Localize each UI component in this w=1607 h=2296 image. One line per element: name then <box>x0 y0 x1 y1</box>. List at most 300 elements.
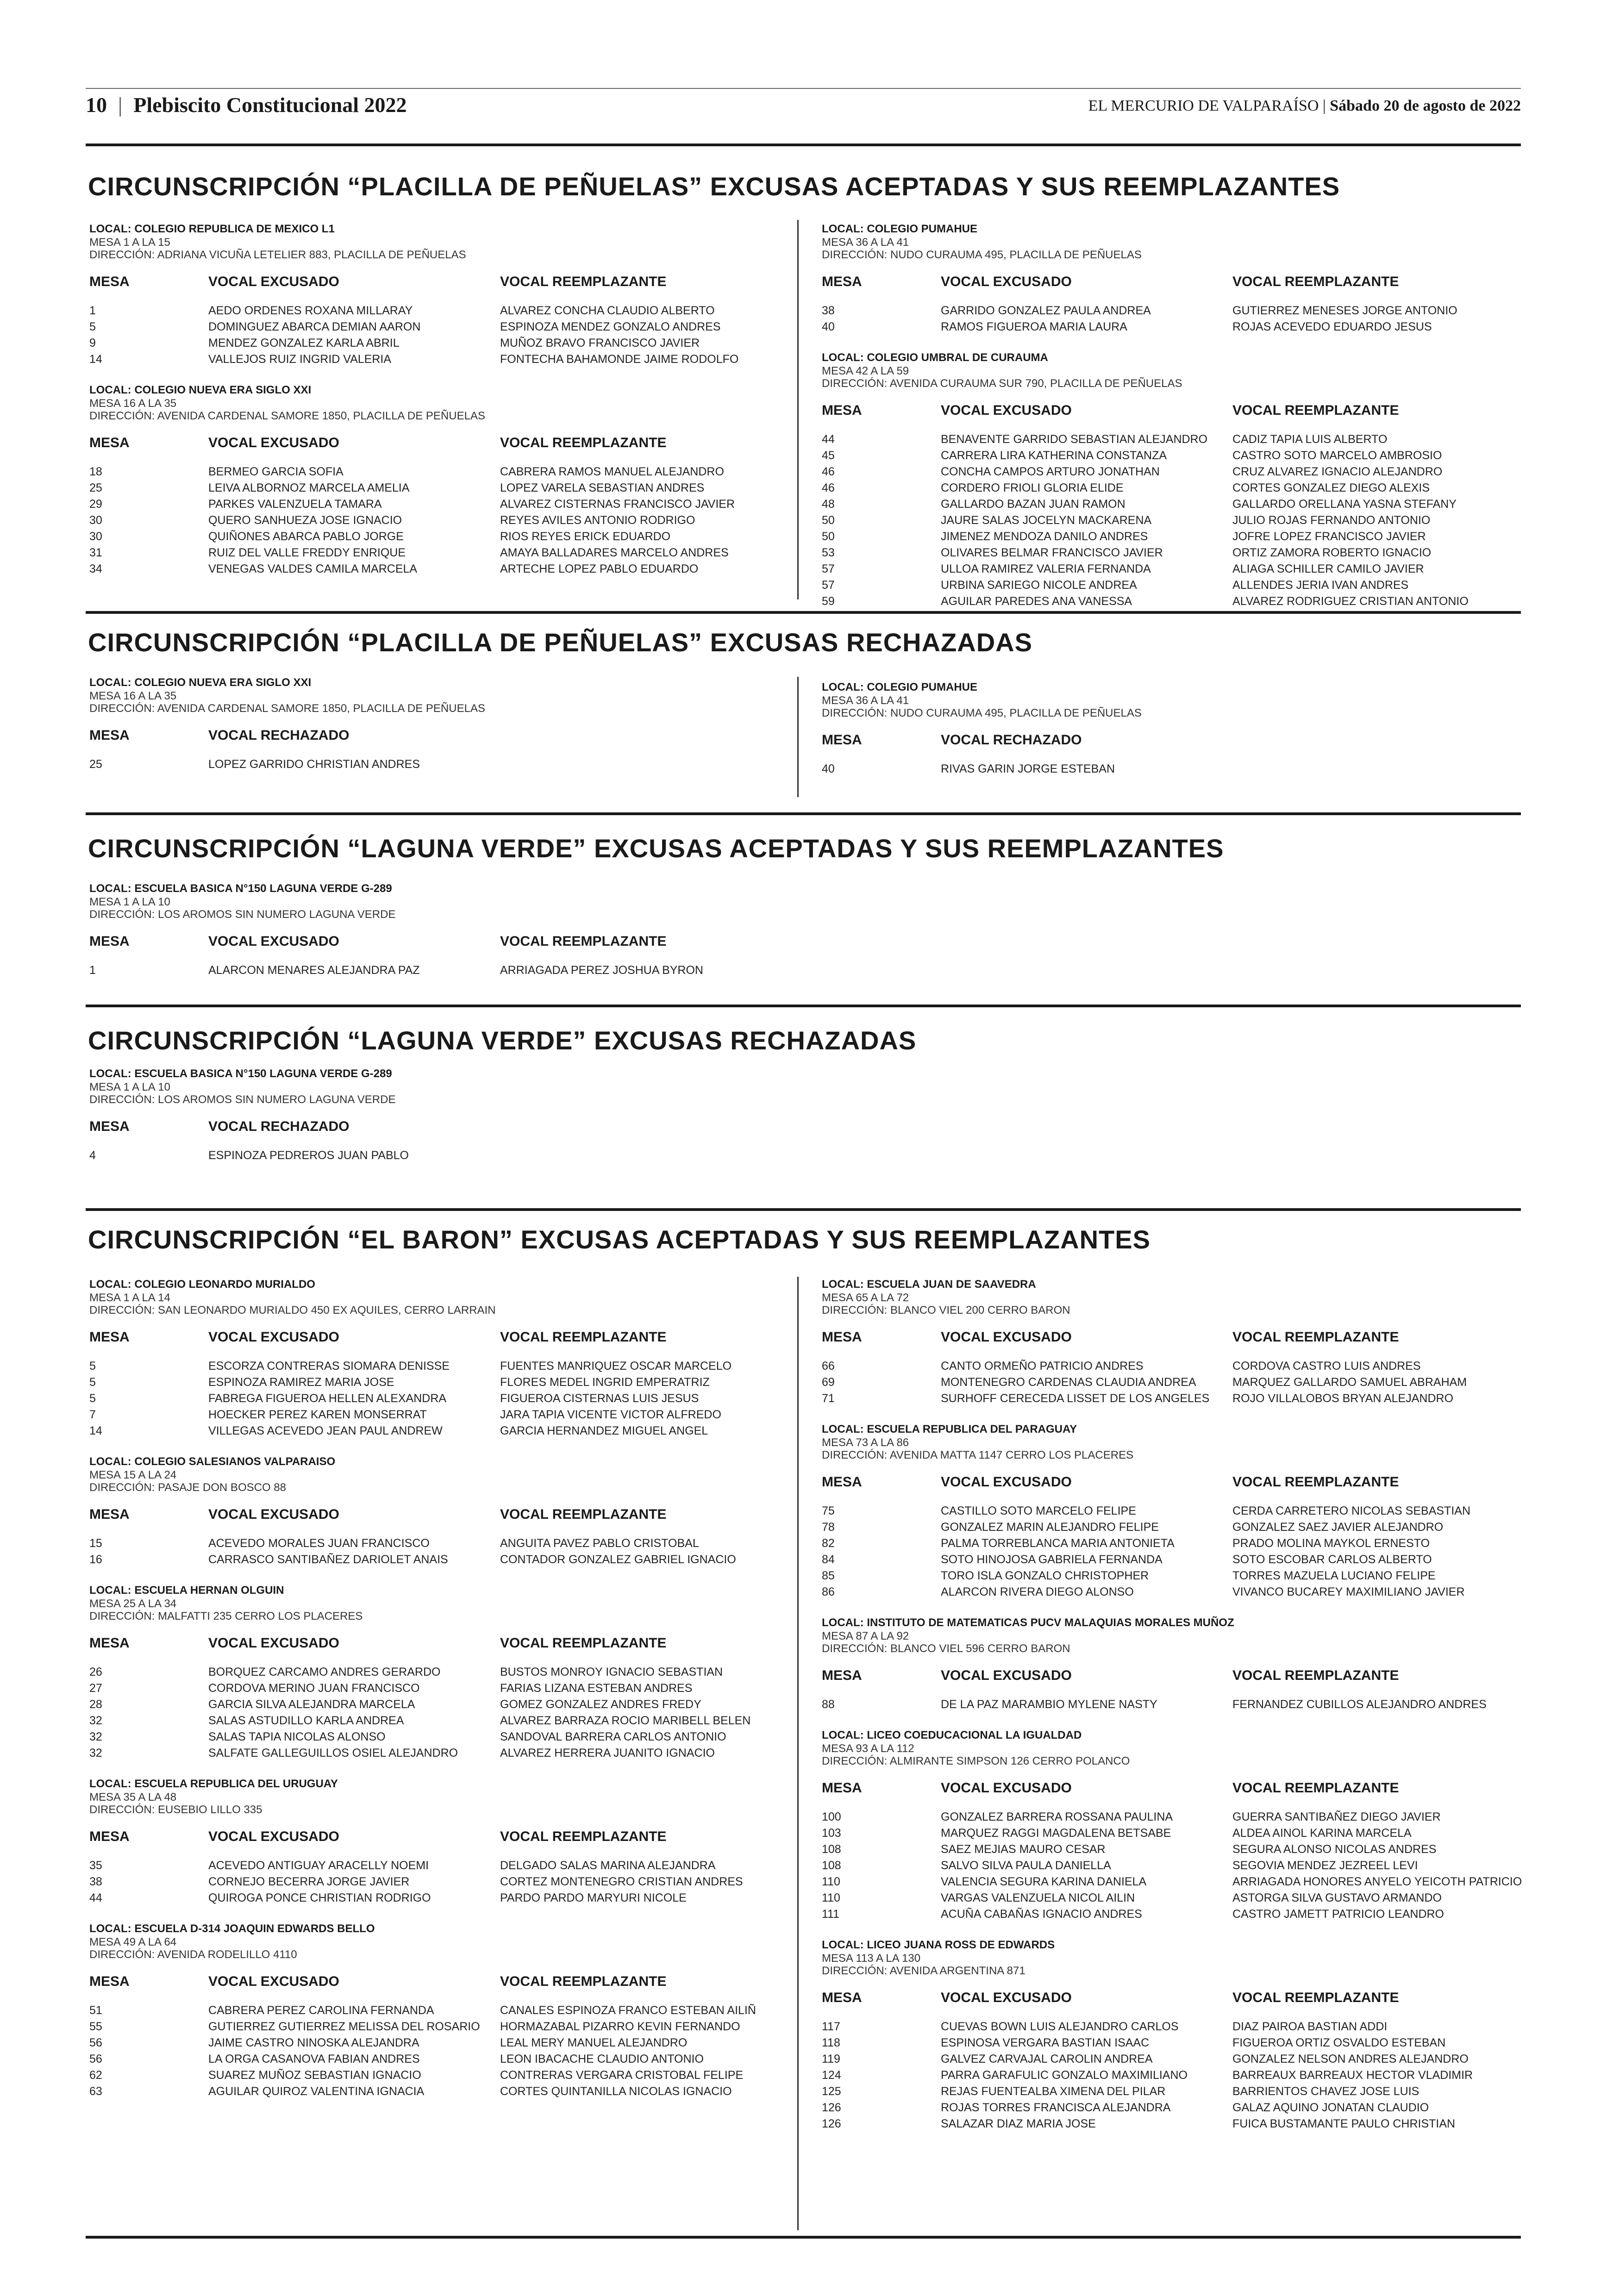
excused-member: OLIVARES BELMAR FRANCISCO JAVIER <box>941 546 1163 559</box>
polling-location-block <box>89 383 784 577</box>
section-3-left-column <box>89 1067 1478 1179</box>
replacement-member: SEGOVIA MENDEZ JEZREEL LEVI <box>1232 1859 1418 1872</box>
table-header <box>89 722 784 753</box>
table-rows <box>822 303 1516 335</box>
table-row <box>89 1745 784 1761</box>
replacement-member: CORTES GONZALEZ DIEGO ALEXIS <box>1232 481 1430 494</box>
location-name: LOCAL: COLEGIO PUMAHUE <box>822 223 977 235</box>
location-address: DIRECCIÓN: NUDO CURAUMA 495, PLACILLA DE PEÑUELAS <box>822 707 1142 719</box>
mesa-header: MESA <box>89 1635 130 1651</box>
mesa-number: 75 <box>822 1504 835 1517</box>
location-address: DIRECCIÓN: ALMIRANTE SIMPSON 126 CERRO POLANCO <box>822 1755 1130 1767</box>
top-rule <box>86 88 1521 89</box>
vocal-reemplazante-header: VOCAL REEMPLAZANTE <box>1232 274 1399 289</box>
excused-member: PALMA TORREBLANCA MARIA ANTONIETA <box>941 1537 1175 1550</box>
table-row <box>822 1825 1516 1841</box>
excused-member: MENDEZ GONZALEZ KARLA ABRIL <box>208 337 400 349</box>
mesa-range: MESA 87 A LA 92 <box>822 1630 909 1642</box>
mesa-number: 28 <box>89 1698 102 1711</box>
vocal-reemplazante-header: VOCAL REEMPLAZANTE <box>1232 403 1399 418</box>
location-name: LOCAL: LICEO COEDUCACIONAL LA IGUALDAD <box>822 1729 1082 1741</box>
mesa-number: 117 <box>822 2020 840 2033</box>
location-address: DIRECCIÓN: AVENIDA CARDENAL SAMORE 1850, PLACILLA DE PEÑUELAS <box>89 410 485 422</box>
table-header <box>822 268 1516 299</box>
table-row <box>89 1874 784 1890</box>
excused-member: LA ORGA CASANOVA FABIAN ANDRES <box>208 2053 420 2065</box>
replacement-member: CASTRO JAMETT PATRICIO LEANDRO <box>1232 1908 1444 1921</box>
mesa-number: 108 <box>822 1859 841 1872</box>
header-separator: | <box>118 93 123 117</box>
polling-location-block <box>89 1584 784 1761</box>
location-name: LOCAL: COLEGIO PUMAHUE <box>822 681 977 693</box>
table-row <box>822 1697 1516 1713</box>
table-rows <box>89 303 784 368</box>
excused-member: CONCHA CAMPOS ARTURO JONATHAN <box>941 465 1160 478</box>
excused-member: ESPINOSA VERGARA BASTIAN ISAAC <box>941 2036 1150 2049</box>
table-row <box>89 1391 784 1407</box>
mesa-number: 32 <box>89 1730 102 1743</box>
excused-member: ACEVEDO MORALES JUAN FRANCISCO <box>208 1537 430 1550</box>
mesa-number: 35 <box>89 1859 102 1872</box>
mesa-range: MESA 36 A LA 41 <box>822 694 909 707</box>
table-row <box>89 1535 784 1552</box>
polling-location-block <box>822 1278 1516 1407</box>
mesa-number: 14 <box>89 1424 102 1437</box>
table-rows <box>822 1809 1522 1922</box>
vocal-excusado-header: VOCAL EXCUSADO <box>208 1974 339 1989</box>
table-row <box>822 512 1516 529</box>
location-address: DIRECCIÓN: PASAJE DON BOSCO 88 <box>89 1481 286 1494</box>
replacement-member: CANALES ESPINOZA FRANCO ESTEBAN AILIÑ <box>500 2004 756 2017</box>
table-row <box>822 2019 1516 2035</box>
mesa-number: 111 <box>822 1908 840 1921</box>
mesa-number: 16 <box>89 1553 102 1566</box>
excused-member: CARRERA LIRA KATHERINA CONSTANZA <box>941 449 1167 462</box>
section-title: CIRCUNSCRIPCIÓN “EL BARON” EXCUSAS ACEPTADAS Y SUS REEMPLAZANTES <box>88 1225 1151 1254</box>
replacement-member: DIAZ PAIROA BASTIAN ADDI <box>1232 2020 1388 2033</box>
table-row <box>89 756 784 773</box>
replacement-member: GUTIERREZ MENESES JORGE ANTONIO <box>1232 304 1457 317</box>
table-row <box>822 1519 1516 1535</box>
polling-location-block <box>89 882 1478 979</box>
mesa-header: MESA <box>89 728 130 743</box>
replacement-member: ALVAREZ CONCHA CLAUDIO ALBERTO <box>500 304 715 317</box>
location-address: DIRECCIÓN: AVENIDA CURAUMA SUR 790, PLACILLA DE PEÑUELAS <box>822 377 1182 390</box>
section-name: Plebiscito Constitucional 2022 <box>133 93 407 117</box>
mesa-range: MESA 93 A LA 112 <box>822 1742 914 1755</box>
mesa-range: MESA 35 A LA 48 <box>89 1791 177 1803</box>
replacement-member: GOMEZ GONZALEZ ANDRES FREDY <box>500 1698 701 1711</box>
table-row <box>89 303 784 319</box>
vocal-excusado-header: VOCAL EXCUSADO <box>941 1780 1072 1796</box>
mesa-number: 40 <box>822 320 835 333</box>
mesa-number: 1 <box>89 304 96 317</box>
excused-member: CORNEJO BECERRA JORGE JAVIER <box>208 1875 410 1888</box>
vocal-reemplazante-header: VOCAL REEMPLAZANTE <box>500 274 667 289</box>
replacement-member: LEON IBACACHE CLAUDIO ANTONIO <box>500 2053 704 2065</box>
replacement-member: GARCIA HERNANDEZ MIGUEL ANGEL <box>500 1424 708 1437</box>
mesa-range: MESA 1 A LA 15 <box>89 236 170 249</box>
excused-member: GUTIERREZ GUTIERREZ MELISSA DEL ROSARIO <box>208 2020 480 2033</box>
excused-member: QUIROGA PONCE CHRISTIAN RODRIGO <box>208 1891 431 1904</box>
vocal-reemplazante-header: VOCAL REEMPLAZANTE <box>1232 1329 1399 1345</box>
excused-member: QUERO SANHUEZA JOSE IGNACIO <box>208 514 402 527</box>
running-header <box>86 93 1521 130</box>
replacement-member: CABRERA RAMOS MANUEL ALEJANDRO <box>500 465 724 478</box>
section-title: CIRCUNSCRIPCIÓN “PLACILLA DE PEÑUELAS” EXCUSAS RECHAZADAS <box>88 628 1032 657</box>
polling-location-block <box>89 1922 784 2100</box>
replacement-member: ARTECHE LOPEZ PABLO EDUARDO <box>500 562 699 575</box>
polling-location-block <box>822 1938 1516 2132</box>
excused-member: JAIME CASTRO NINOSKA ALEJANDRA <box>208 2036 419 2049</box>
mesa-number: 110 <box>822 1875 840 1888</box>
location-name: LOCAL: ESCUELA BASICA N°150 LAGUNA VERDE G-289 <box>89 882 392 895</box>
vocal-excusado-header: VOCAL EXCUSADO <box>208 1635 339 1651</box>
location-address: DIRECCIÓN: SAN LEONARDO MURIALDO 450 EX AQUILES, CERRO LARRAIN <box>89 1304 496 1316</box>
section-rule <box>86 1004 1521 1007</box>
location-address: DIRECCIÓN: LOS AROMOS SIN NUMERO LAGUNA VERDE <box>89 908 396 921</box>
polling-location-block <box>822 1616 1516 1713</box>
table-row <box>89 1358 784 1374</box>
table-header <box>822 397 1516 428</box>
table-row <box>822 2116 1516 2132</box>
table-row <box>822 577 1516 593</box>
replacement-member: BUSTOS MONROY IGNACIO SEBASTIAN <box>500 1666 723 1678</box>
mesa-number: 1 <box>89 964 96 977</box>
excused-member: PARRA GARAFULIC GONZALO MAXIMILIANO <box>941 2069 1188 2082</box>
table-row <box>89 335 784 351</box>
table-row <box>822 1358 1516 1374</box>
mesa-number: 84 <box>822 1553 835 1566</box>
mesa-number: 53 <box>822 546 835 559</box>
mesa-number: 57 <box>822 579 835 592</box>
mesa-number: 55 <box>89 2020 102 2033</box>
mesa-number: 71 <box>822 1392 835 1405</box>
table-row <box>822 1503 1516 1519</box>
excused-member: CASTILLO SOTO MARCELO FELIPE <box>941 1504 1136 1517</box>
mesa-number: 29 <box>89 498 102 511</box>
replacement-member: ARRIAGADA HONORES ANYELO YEICOTH PATRICIO <box>1232 1875 1522 1888</box>
table-row <box>822 2051 1516 2067</box>
mesa-header: MESA <box>89 934 130 949</box>
excused-member: BORQUEZ CARCAMO ANDRES GERARDO <box>208 1666 441 1678</box>
location-address: DIRECCIÓN: MALFATTI 235 CERRO LOS PLACERES <box>89 1610 363 1622</box>
table-row <box>89 1664 784 1680</box>
mesa-range: MESA 65 A LA 72 <box>822 1292 909 1304</box>
table-header <box>822 1984 1516 2015</box>
section-rule <box>86 611 1521 614</box>
table-row <box>822 1552 1516 1568</box>
table-header <box>89 928 1478 959</box>
table-row <box>822 2035 1516 2051</box>
mesa-number: 69 <box>822 1376 835 1389</box>
location-address: DIRECCIÓN: LOS AROMOS SIN NUMERO LAGUNA VERDE <box>89 1093 396 1106</box>
polling-location-block <box>89 1278 784 1439</box>
table-rows <box>89 1535 784 1568</box>
excused-member: CANTO ORMEÑO PATRICIO ANDRES <box>941 1360 1144 1373</box>
mesa-range: MESA 25 A LA 34 <box>89 1597 177 1610</box>
location-name: LOCAL: ESCUELA REPUBLICA DEL PARAGUAY <box>822 1423 1077 1435</box>
mesa-range: MESA 49 A LA 64 <box>89 1936 177 1948</box>
replacement-member: GONZALEZ NELSON ANDRES ALEJANDRO <box>1232 2053 1469 2065</box>
table-rows <box>822 1358 1516 1407</box>
replacement-member: GALLARDO ORELLANA YASNA STEFANY <box>1232 498 1457 511</box>
section-title: CIRCUNSCRIPCIÓN “LAGUNA VERDE” EXCUSAS RECHAZADAS <box>88 1026 917 1055</box>
mesa-number: 26 <box>89 1666 102 1678</box>
mesa-number: 100 <box>822 1810 841 1823</box>
vocal-reemplazante-header: VOCAL REEMPLAZANTE <box>500 1829 667 1844</box>
table-rows <box>89 756 784 773</box>
table-row <box>89 2003 784 2019</box>
table-row <box>822 1841 1516 1858</box>
table-row <box>89 1148 1478 1164</box>
mesa-number: 38 <box>89 1875 102 1888</box>
table-row <box>822 1890 1516 1906</box>
excused-member: SALFATE GALLEGUILLOS OSIEL ALEJANDRO <box>208 1747 458 1759</box>
excused-member: GONZALEZ MARIN ALEJANDRO FELIPE <box>941 1521 1159 1534</box>
location-name: LOCAL: COLEGIO SALESIANOS VALPARAISO <box>89 1455 336 1468</box>
column-divider <box>797 677 799 797</box>
location-name: LOCAL: ESCUELA HERNAN OLGUIN <box>89 1584 284 1597</box>
rejected-member: LOPEZ GARRIDO CHRISTIAN ANDRES <box>208 758 420 771</box>
vocal-excusado-header: VOCAL EXCUSADO <box>208 1829 339 1844</box>
table-row <box>89 351 784 368</box>
excused-member: LEIVA ALBORNOZ MARCELA AMELIA <box>208 481 410 494</box>
replacement-member: DELGADO SALAS MARINA ALEJANDRA <box>500 1859 716 1872</box>
excused-member: BENAVENTE GARRIDO SEBASTIAN ALEJANDRO <box>941 433 1208 446</box>
replacement-member: ARRIAGADA PEREZ JOSHUA BYRON <box>500 964 703 977</box>
rejected-member: ESPINOZA PEDREROS JUAN PABLO <box>208 1149 409 1162</box>
mesa-number: 25 <box>89 481 102 494</box>
mesa-number: 110 <box>822 1891 840 1904</box>
table-header <box>822 1324 1516 1354</box>
location-name: LOCAL: COLEGIO LEONARDO MURIALDO <box>89 1278 315 1291</box>
replacement-member: RIOS REYES ERICK EDUARDO <box>500 530 671 543</box>
mesa-header: MESA <box>89 435 130 450</box>
vocal-excusado-header: VOCAL EXCUSADO <box>208 1507 339 1522</box>
replacement-member: GONZALEZ SAEZ JAVIER ALEJANDRO <box>1232 1521 1444 1534</box>
mesa-number: 30 <box>89 530 102 543</box>
mesa-number: 50 <box>822 514 835 527</box>
table-header <box>89 1113 1478 1144</box>
table-rows <box>89 962 1478 979</box>
replacement-member: JULIO ROJAS FERNANDO ANTONIO <box>1232 514 1431 527</box>
replacement-member: FERNANDEZ CUBILLOS ALEJANDRO ANDRES <box>1232 1698 1487 1711</box>
mesa-number: 46 <box>822 481 835 494</box>
table-rows <box>89 1858 784 1906</box>
replacement-member: FONTECHA BAHAMONDE JAIME RODOLFO <box>500 353 739 366</box>
table-row <box>89 1713 784 1729</box>
table-row <box>822 2100 1516 2116</box>
excused-member: CUEVAS BOWN LUIS ALEJANDRO CARLOS <box>941 2020 1179 2033</box>
mesa-number: 63 <box>89 2085 102 2098</box>
table-rows <box>822 431 1516 610</box>
excused-member: ESCORZA CONTRERAS SIOMARA DENISSE <box>208 1360 450 1373</box>
mesa-number: 5 <box>89 1392 96 1405</box>
table-row <box>89 512 784 529</box>
excused-member: AGUILAR PAREDES ANA VANESSA <box>941 595 1132 608</box>
mesa-number: 88 <box>822 1698 835 1711</box>
excused-member: SALAZAR DIAZ MARIA JOSE <box>941 2117 1096 2130</box>
mesa-number: 85 <box>822 1569 835 1582</box>
mesa-header: MESA <box>822 403 862 418</box>
table-row <box>822 448 1516 464</box>
location-name: LOCAL: LICEO JUANA ROSS DE EDWARDS <box>822 1939 1055 1951</box>
excused-member: GARCIA SILVA ALEJANDRA MARCELA <box>208 1698 415 1711</box>
mesa-header: MESA <box>822 1780 862 1796</box>
mesa-number: 44 <box>822 433 835 446</box>
excused-member: GALVEZ CARVAJAL CAROLIN ANDREA <box>941 2053 1153 2065</box>
section-title: CIRCUNSCRIPCIÓN “PLACILLA DE PEÑUELAS” EXCUSAS ACEPTADAS Y SUS REEMPLAZANTES <box>88 172 1340 201</box>
replacement-member: CORDOVA CASTRO LUIS ANDRES <box>1232 1360 1421 1373</box>
table-header <box>822 1775 1516 1805</box>
replacement-member: ALLENDES JERIA IVAN ANDRES <box>1232 579 1409 592</box>
rejected-member: RIVAS GARIN JORGE ESTEBAN <box>941 762 1115 775</box>
table-header <box>89 1501 784 1532</box>
table-row <box>89 1407 784 1423</box>
mesa-number: 18 <box>89 465 102 478</box>
mesa-number: 34 <box>89 562 102 575</box>
excused-member: VALENCIA SEGURA KARINA DANIELA <box>941 1875 1147 1888</box>
mesa-header: MESA <box>89 1974 130 1989</box>
table-row <box>822 529 1516 545</box>
excused-member: QUIÑONES ABARCA PABLO JORGE <box>208 530 404 543</box>
table-rows <box>89 2003 784 2100</box>
mesa-number: 5 <box>89 1376 96 1389</box>
replacement-member: CADIZ TAPIA LUIS ALBERTO <box>1232 433 1388 446</box>
table-row <box>822 1568 1516 1584</box>
excused-member: CORDERO FRIOLI GLORIA ELIDE <box>941 481 1124 494</box>
mesa-range: MESA 15 A LA 24 <box>89 1469 177 1481</box>
mesa-range: MESA 73 A LA 86 <box>822 1436 909 1449</box>
location-address: DIRECCIÓN: NUDO CURAUMA 495, PLACILLA DE PEÑUELAS <box>822 249 1142 261</box>
table-row <box>89 1374 784 1391</box>
mesa-number: 56 <box>89 2053 102 2065</box>
polling-location-block <box>89 1067 1478 1164</box>
table-row <box>822 303 1516 319</box>
replacement-member: ALVAREZ RODRIGUEZ CRISTIAN ANTONIO <box>1232 595 1469 608</box>
table-row <box>822 761 1516 777</box>
table-row <box>822 1906 1516 1922</box>
excused-member: VALLEJOS RUIZ INGRID VALERIA <box>208 353 392 366</box>
replacement-member: ALVAREZ CISTERNAS FRANCISCO JAVIER <box>500 498 735 511</box>
table-row <box>822 1874 1522 1890</box>
excused-member: ACUÑA CABAÑAS IGNACIO ANDRES <box>941 1908 1142 1921</box>
replacement-member: JOFRE LOPEZ FRANCISCO JAVIER <box>1232 530 1426 543</box>
table-row <box>89 2051 784 2067</box>
location-address: DIRECCIÓN: BLANCO VIEL 200 CERRO BARON <box>822 1304 1070 1316</box>
replacement-member: CORTES QUINTANILLA NICOLAS IGNACIO <box>500 2085 732 2098</box>
replacement-member: JARA TAPIA VICENTE VICTOR ALFREDO <box>500 1408 721 1421</box>
mesa-number: 45 <box>822 449 835 462</box>
table-row <box>822 431 1516 448</box>
replacement-member: REYES AVILES ANTONIO RODRIGO <box>500 514 695 527</box>
page-number: 10 <box>86 93 107 117</box>
vocal-reemplazante-header: VOCAL REEMPLAZANTE <box>500 934 667 949</box>
excused-member: CARRASCO SANTIBAÑEZ DARIOLET ANAIS <box>208 1553 448 1566</box>
mesa-number: 27 <box>89 1682 102 1695</box>
mesa-number: 118 <box>822 2036 840 2049</box>
mesa-header: MESA <box>822 1990 862 2005</box>
replacement-member: BARREAUX BARREAUX HECTOR VLADIMIR <box>1232 2069 1473 2082</box>
section-rule <box>86 812 1521 815</box>
table-header <box>89 1630 784 1660</box>
mesa-range: MESA 1 A LA 14 <box>89 1292 170 1304</box>
location-name: LOCAL: ESCUELA REPUBLICA DEL URUGUAY <box>89 1778 338 1790</box>
excused-member: SAEZ MEJIAS MAURO CESAR <box>941 1843 1106 1856</box>
mesa-number: 51 <box>89 2004 102 2017</box>
mesa-header: MESA <box>822 274 862 289</box>
excused-member: SALAS ASTUDILLO KARLA ANDREA <box>208 1714 404 1727</box>
table-row <box>822 2084 1516 2100</box>
replacement-member: FIGUEROA CISTERNAS LUIS JESUS <box>500 1392 699 1405</box>
mesa-range: MESA 36 A LA 41 <box>822 236 909 249</box>
table-row <box>89 1552 784 1568</box>
replacement-member: SANDOVAL BARRERA CARLOS ANTONIO <box>500 1730 726 1743</box>
table-row <box>89 1729 784 1745</box>
table-row <box>89 2084 784 2100</box>
excused-member: AGUILAR QUIROZ VALENTINA IGNACIA <box>208 2085 425 2098</box>
mesa-header: MESA <box>89 1329 130 1345</box>
excused-member: ACEVEDO ANTIGUAY ARACELLY NOEMI <box>208 1859 429 1872</box>
polling-location-block <box>822 351 1516 610</box>
table-row <box>822 1391 1516 1407</box>
table-rows <box>822 1503 1516 1600</box>
section-0-right-column <box>822 222 1516 625</box>
excused-member: SOTO HINOJOSA GABRIELA FERNANDA <box>941 1553 1163 1566</box>
mesa-number: 82 <box>822 1537 835 1550</box>
table-row <box>89 529 784 545</box>
table-row <box>89 480 784 496</box>
location-address: DIRECCIÓN: AVENIDA RODELILLO 4110 <box>89 1948 297 1961</box>
table-row <box>89 561 784 577</box>
table-row <box>822 1858 1516 1874</box>
table-header <box>89 1324 784 1354</box>
mesa-number: 86 <box>822 1585 835 1598</box>
replacement-member: TORRES MAZUELA LUCIANO FELIPE <box>1232 1569 1436 1582</box>
table-rows <box>89 1358 784 1439</box>
mesa-header: MESA <box>822 732 862 748</box>
replacement-member: MUÑOZ BRAVO FRANCISCO JAVIER <box>500 337 700 349</box>
excused-member: GALLARDO BAZAN JUAN RAMON <box>941 498 1126 511</box>
table-row <box>822 480 1516 496</box>
table-row <box>822 1374 1516 1391</box>
excused-member: JAURE SALAS JOCELYN MACKARENA <box>941 514 1152 527</box>
table-row <box>89 962 1478 979</box>
excused-member: GONZALEZ BARRERA ROSSANA PAULINA <box>941 1810 1173 1823</box>
mesa-header: MESA <box>89 1119 130 1134</box>
replacement-member: ORTIZ ZAMORA ROBERTO IGNACIO <box>1232 546 1432 559</box>
table-row <box>89 496 784 512</box>
section-0-left-column <box>89 222 784 593</box>
table-row <box>822 319 1516 335</box>
excused-member: RAMOS FIGUEROA MARIA LAURA <box>941 320 1127 333</box>
location-address: DIRECCIÓN: ADRIANA VICUÑA LETELIER 883, PLACILLA DE PEÑUELAS <box>89 249 466 261</box>
replacement-member: FUICA BUSTAMANTE PAULO CHRISTIAN <box>1232 2117 1456 2130</box>
mesa-range: MESA 16 A LA 35 <box>89 397 177 410</box>
table-header <box>89 430 784 460</box>
vocal-excusado-header: VOCAL EXCUSADO <box>941 403 1072 418</box>
mesa-number: 108 <box>822 1843 841 1856</box>
mesa-number: 7 <box>89 1408 96 1421</box>
replacement-member: ROJO VILLALOBOS BRYAN ALEJANDRO <box>1232 1392 1454 1405</box>
table-row <box>822 561 1516 577</box>
replacement-member: BARRIENTOS CHAVEZ JOSE LUIS <box>1232 2085 1419 2098</box>
replacement-member: HORMAZABAL PIZARRO KEVIN FERNANDO <box>500 2020 740 2033</box>
vocal-reemplazante-header: VOCAL REEMPLAZANTE <box>500 1635 667 1651</box>
excused-member: CORDOVA MERINO JUAN FRANCISCO <box>208 1682 420 1695</box>
mesa-header: MESA <box>89 1829 130 1844</box>
